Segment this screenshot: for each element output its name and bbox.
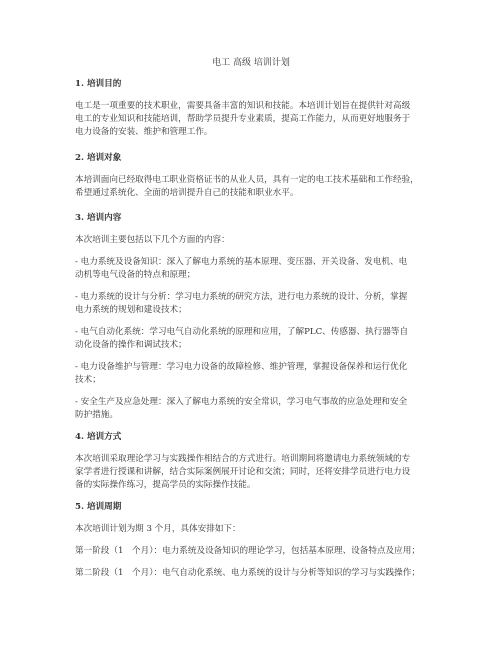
paragraph-line: 本次培训采取理论学习与实践操作相结合的方式进行。培训期间将邀请电力系统领域的专 [75,454,411,464]
list-item-line: - 安全生产及应急处理：深入了解电力系统的安全常识，学习电气事故的应急处理和安全 [75,397,408,407]
paragraph-line: 电工的专业知识和技能培训，帮助学员提升专业素质，提高工作能力，从而更好地服务于 [75,114,411,124]
section-heading-content: 3. 培训内容 [75,213,122,223]
section-heading-audience: 2. 培训对象 [75,153,122,163]
phase-line: 第一阶段（1 个月）：电力系统及设备知识的理论学习，包括基本原理、设备特点及应用； [75,546,420,556]
section-heading-method: 4. 培训方式 [75,432,122,442]
phase-line: 第二阶段（1 个月）：电气自动化系统、电力系统的设计与分析等知识的学习与实践操作； [75,568,420,578]
paragraph-line: 希望通过系统化、全面的培训提升自己的技能和职业水平。 [75,188,299,198]
list-item-line: 动化设备的操作和调试技术； [75,340,187,350]
section-heading-duration: 5. 培训周期 [75,502,122,512]
paragraph-line: 备的实际操作练习，提高学员的实际操作技能。 [75,480,256,490]
section-heading-purpose: 1. 培训目的 [75,79,122,89]
paragraph-line: 电工是一项重要的技术职业，需要具备丰富的知识和技能。本培训计划旨在提供针对高级 [75,101,411,111]
list-item-line: - 电气自动化系统：学习电气自动化系统的原理和应用，了解PLC、传感器、执行器等自 [75,327,409,337]
paragraph-line: 本次培训主要包括以下几个方面的内容： [75,235,230,245]
paragraph-line: 电力设备的安装、维护和管理工作。 [75,127,213,137]
paragraph-line: 本培训面向已经取得电工职业资格证书的从业人员，具有一定的电工技术基础和工作经验， [75,175,419,185]
list-item-line: 技术； [75,375,101,385]
list-item-line: - 电力设备维护与管理：学习电力设备的故障检修、维护管理，掌握设备保养和运行优化 [75,362,408,372]
paragraph-line: 本次培训计划为期 3 个月，具体安排如下： [75,524,241,534]
list-item-line: 动机等电气设备的特点和原理； [75,270,196,280]
list-item-line: 电力系统的规划和建设技术； [75,305,187,315]
document-title: 电工 高级 培训计划 [212,58,290,68]
list-item-line: - 电力系统及设备知识：深入了解电力系统的基本原理、变压器、开关设备、发电机、电 [75,257,408,267]
list-item-line: 防护措施。 [75,410,118,420]
list-item-line: - 电力系统的设计与分析：学习电力系统的研究方法，进行电力系统的设计、分析，掌握 [75,292,408,302]
paragraph-line: 家学者进行授课和讲解，结合实际案例展开讨论和交流；同时，还将安排学员进行电力设 [75,467,411,477]
